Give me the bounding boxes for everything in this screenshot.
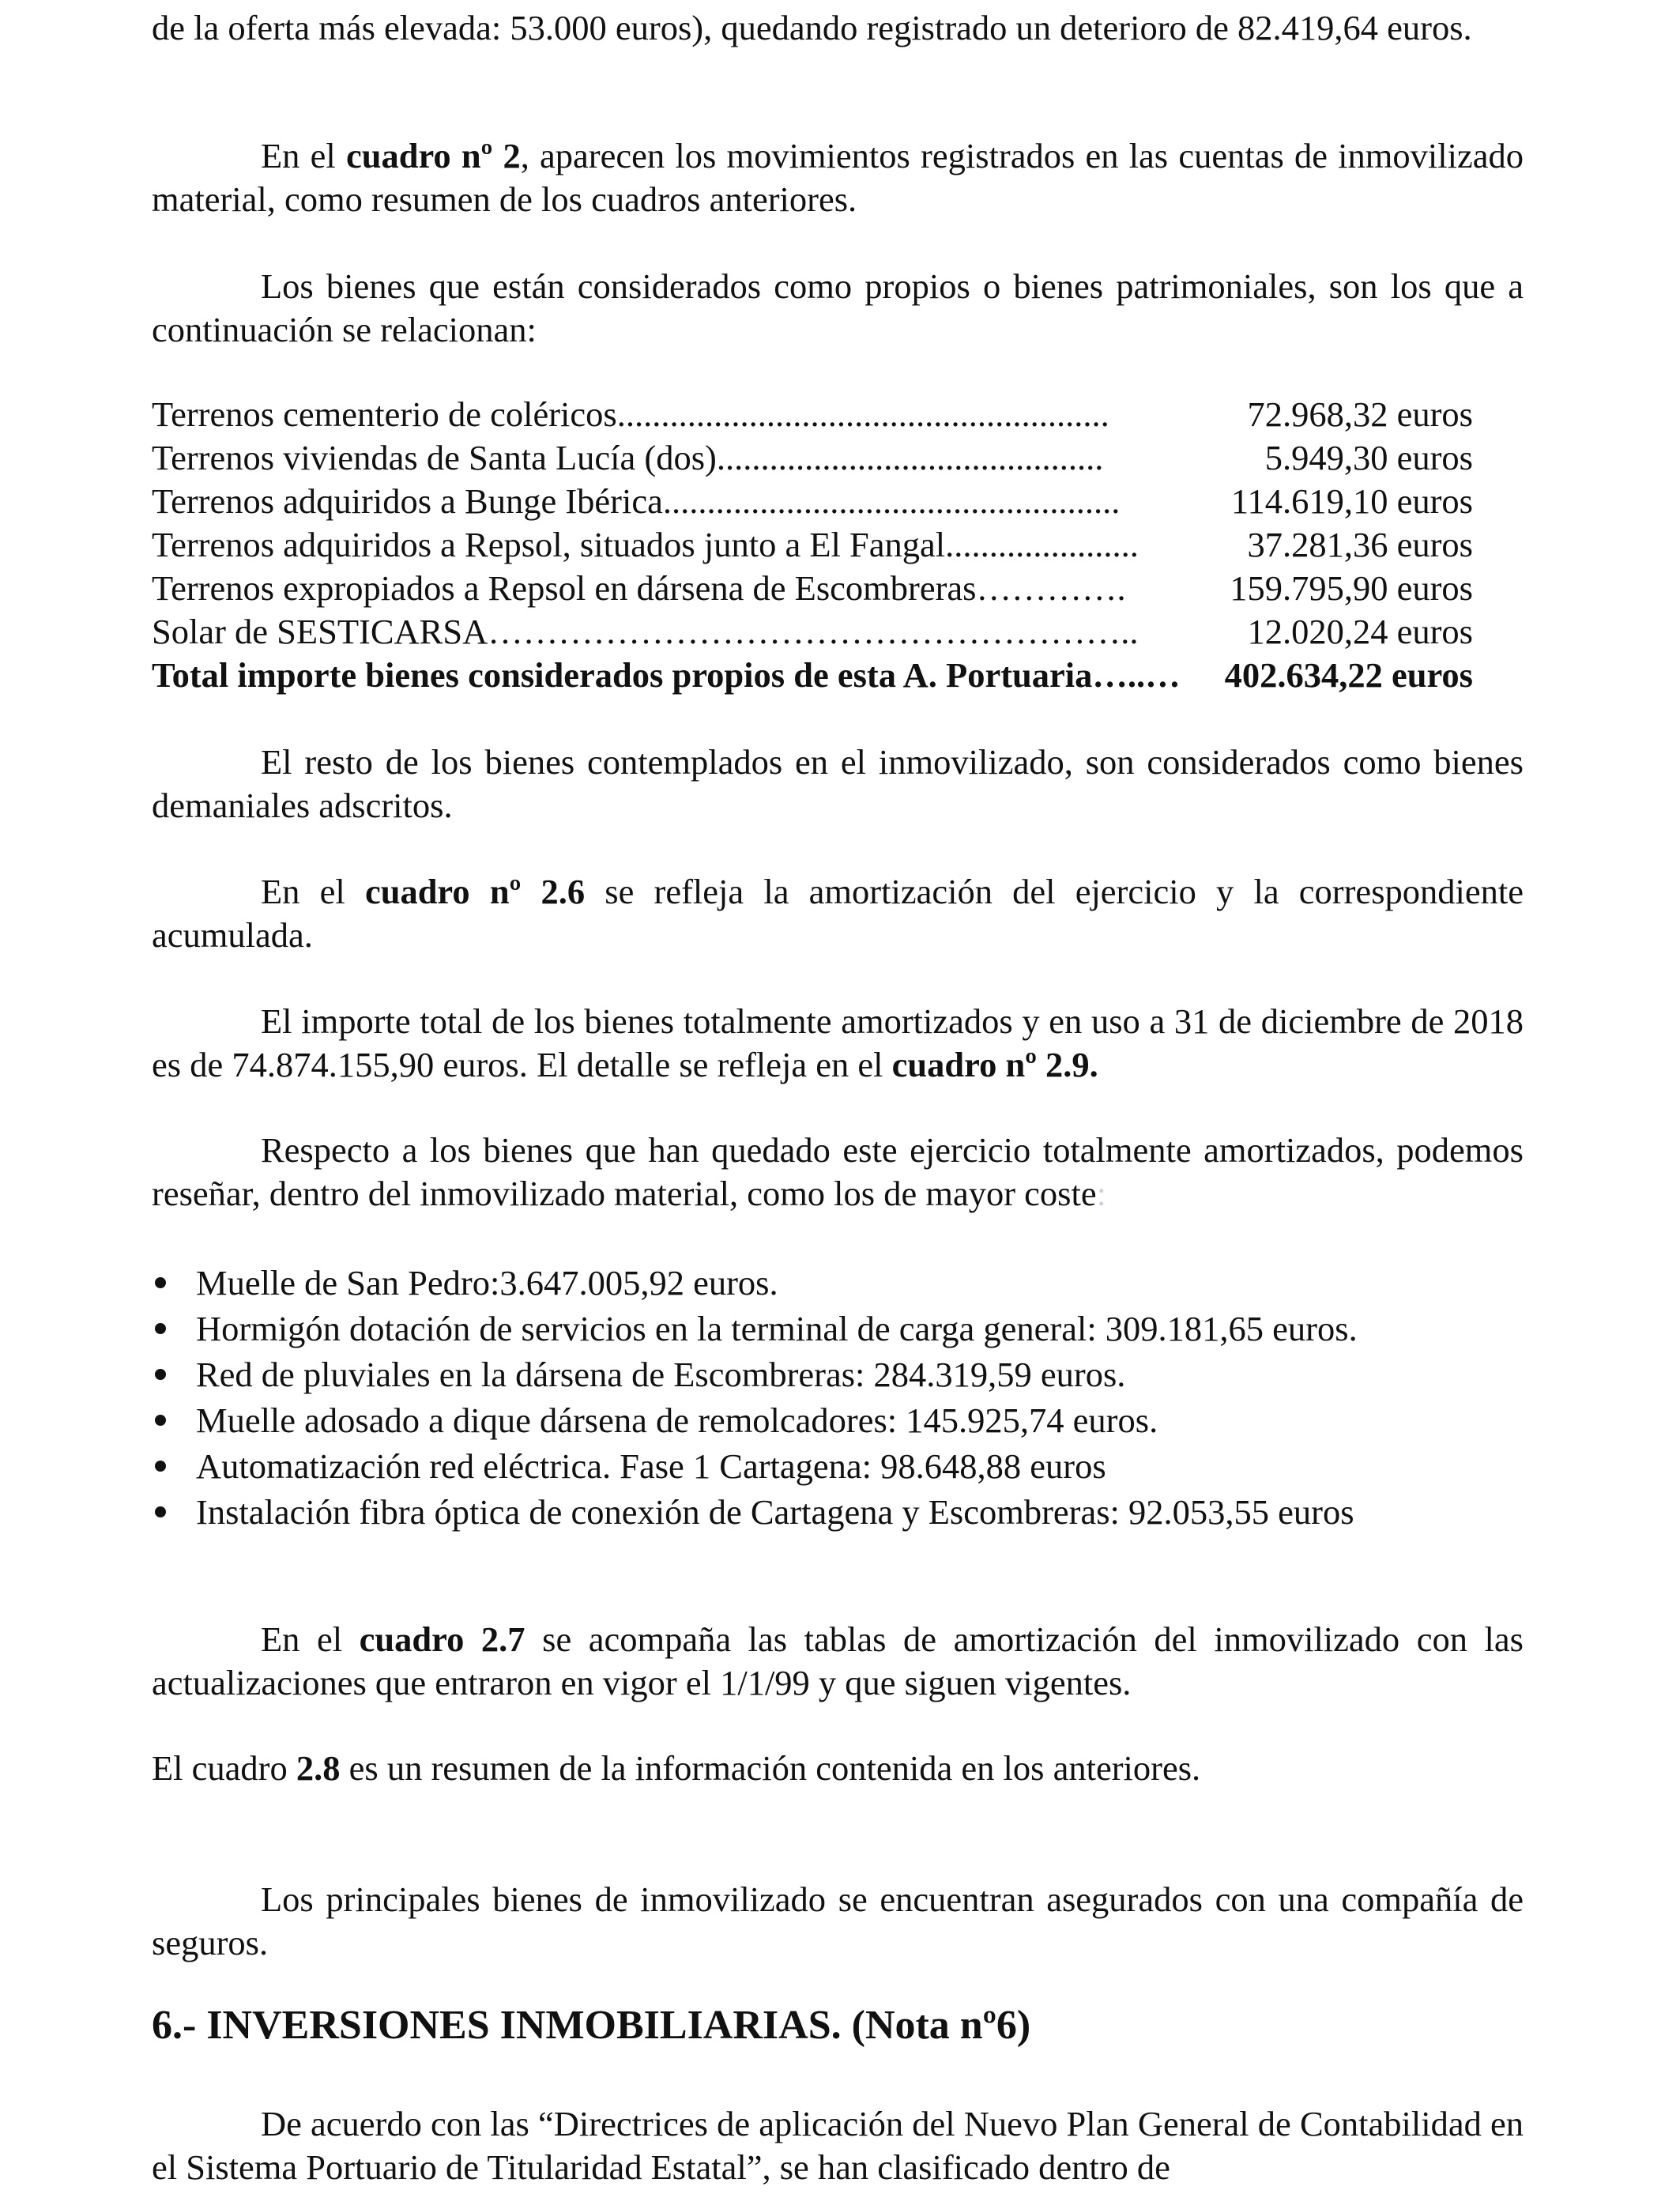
paragraph-mayor-coste bbox=[152, 1129, 1524, 1216]
reference-cuadro-2: cuadro nº 2 bbox=[345, 136, 521, 175]
assets-list bbox=[152, 393, 1473, 697]
bullet-icon bbox=[155, 1506, 166, 1517]
paragraph-bienes-propios bbox=[152, 265, 1524, 352]
list-item-text: Red de pluviales en la dársena de Escombreras: 284.319,59 euros. bbox=[196, 1355, 1126, 1394]
paragraph-oferta bbox=[152, 6, 1524, 50]
asset-row bbox=[152, 567, 1473, 610]
asset-label: Terrenos viviendas de Santa Lucía (dos)............................................ bbox=[152, 438, 1104, 477]
paragraph-text: De acuerdo con las “Directrices de aplicación del Nuevo Plan General de Contabilidad en el Sistema Portuario de Titularidad Estatal”, se han clasificado dentro de bbox=[152, 2104, 1524, 2187]
list-item-text: Hormigón dotación de servicios en la terminal de carga general: 309.181,65 euros. bbox=[196, 1309, 1358, 1348]
bullet-icon bbox=[155, 1369, 166, 1380]
asset-label: Terrenos adquiridos a Bunge Ibérica.................................................... bbox=[152, 481, 1121, 521]
paragraph-text: Los bienes que están considerados como propios o bienes patrimoniales, son los que a continuación se relacionan: bbox=[152, 266, 1524, 349]
list-item bbox=[152, 1351, 1524, 1397]
assets-total-amount: 402.634,22 euros bbox=[1224, 655, 1473, 695]
asset-label: Terrenos adquiridos a Repsol, situados junto a El Fangal...................... bbox=[152, 525, 1139, 564]
paragraph-text: Respecto a los bienes que han quedado este ejercicio totalmente amortizados, podemos reseñar, dentro del inmovilizado material, como los de mayor coste bbox=[152, 1130, 1524, 1213]
asset-row bbox=[152, 610, 1473, 654]
amortized-assets-list bbox=[152, 1260, 1524, 1535]
assets-total-label: Total importe bienes considerados propios de esta A. Portuaria…..… bbox=[152, 655, 1181, 695]
paragraph-directrices bbox=[152, 2102, 1524, 2189]
paragraph-seguros bbox=[152, 1878, 1524, 1965]
section-heading: 6.- INVERSIONES INMOBILIARIAS. (Nota nº6) bbox=[152, 2003, 1031, 2048]
paragraph-text: se refleja la amortización del ejercicio y la correspondiente acumulada. bbox=[152, 872, 1524, 955]
reference-cuadro-2-9: cuadro nº 2.9. bbox=[891, 1045, 1098, 1084]
asset-row bbox=[152, 480, 1473, 523]
paragraph-totalmente-amortizados bbox=[152, 1000, 1524, 1087]
reference-cuadro-2-7: cuadro 2.7 bbox=[359, 1619, 525, 1659]
bullet-icon bbox=[155, 1415, 166, 1426]
paragraph-text: En el bbox=[261, 136, 346, 175]
asset-amount: 37.281,36 euros bbox=[1247, 525, 1473, 564]
paragraph-text: En el bbox=[261, 872, 365, 911]
list-item bbox=[152, 1397, 1524, 1443]
bullet-icon bbox=[155, 1277, 166, 1288]
paragraph-text: El cuadro bbox=[152, 1748, 296, 1788]
paragraph-cuadro-2-6 bbox=[152, 870, 1524, 957]
asset-amount: 5.949,30 euros bbox=[1264, 438, 1473, 477]
bullet-icon bbox=[155, 1461, 166, 1472]
paragraph-text: se acompaña las tablas de amortización del inmovilizado con las actualizaciones que entraron en vigor el 1/1/99 y que siguen vigentes. bbox=[152, 1619, 1524, 1702]
list-item-text: Instalación fibra óptica de conexión de Cartagena y Escombreras: 92.053,55 euros bbox=[196, 1492, 1354, 1532]
paragraph-cuadro-2-7 bbox=[152, 1618, 1524, 1705]
asset-amount: 114.619,10 euros bbox=[1230, 481, 1473, 521]
asset-row bbox=[152, 436, 1473, 480]
paragraph-colon: : bbox=[1096, 1174, 1106, 1213]
list-item-text: Muelle de San Pedro:3.647.005,92 euros. bbox=[196, 1263, 778, 1302]
reference-cuadro-2-6: cuadro nº 2.6 bbox=[364, 872, 586, 911]
list-item bbox=[152, 1443, 1524, 1489]
asset-row bbox=[152, 523, 1473, 567]
asset-amount: 159.795,90 euros bbox=[1230, 568, 1473, 608]
paragraph-text: , aparecen los movimientos registrados en las cuentas de inmovilizado material, como resumen de los cuadros anteriores. bbox=[152, 136, 1524, 219]
asset-label: Terrenos cementerio de coléricos........................................................ bbox=[152, 394, 1109, 434]
paragraph-text: de la oferta más elevada: 53.000 euros), quedando registrado un deterioro de 82.419,64 euros. bbox=[152, 8, 1472, 47]
paragraph-text: Los principales bienes de inmovilizado se encuentran asegurados con una compañía de seguros. bbox=[152, 1879, 1524, 1962]
list-item bbox=[152, 1306, 1524, 1351]
asset-label: Terrenos expropiados a Repsol en dársena de Escombreras…………. bbox=[152, 568, 1126, 608]
paragraph-text: El resto de los bienes contemplados en el inmovilizado, son considerados como bienes demaniales adscritos. bbox=[152, 742, 1524, 825]
list-item bbox=[152, 1260, 1524, 1306]
paragraph-bienes-demaniales bbox=[152, 741, 1524, 827]
asset-amount: 12.020,24 euros bbox=[1247, 612, 1473, 651]
list-item-text: Muelle adosado a dique dársena de remolcadores: 145.925,74 euros. bbox=[196, 1400, 1158, 1440]
paragraph-text: En el bbox=[261, 1619, 360, 1659]
paragraph-cuadro-2 bbox=[152, 134, 1524, 221]
paragraph-text: es un resumen de la información contenida en los anteriores. bbox=[340, 1748, 1201, 1788]
list-item-text: Automatización red eléctrica. Fase 1 Cartagena: 98.648,88 euros bbox=[196, 1446, 1106, 1486]
asset-label: Solar de SESTICARSA……………………………………………….. bbox=[152, 612, 1139, 651]
assets-total-row bbox=[152, 654, 1473, 697]
asset-amount: 72.968,32 euros bbox=[1247, 394, 1473, 434]
bullet-icon bbox=[155, 1323, 166, 1334]
paragraph-text: El importe total de los bienes totalmente amortizados y en uso a 31 de diciembre de 2018 es de 74.874.155,90 euros. El detalle se refleja en el bbox=[152, 1001, 1524, 1084]
list-item bbox=[152, 1489, 1524, 1535]
asset-row bbox=[152, 393, 1473, 436]
reference-cuadro-2-8: 2.8 bbox=[296, 1748, 341, 1788]
paragraph-cuadro-2-8 bbox=[152, 1747, 1524, 1790]
